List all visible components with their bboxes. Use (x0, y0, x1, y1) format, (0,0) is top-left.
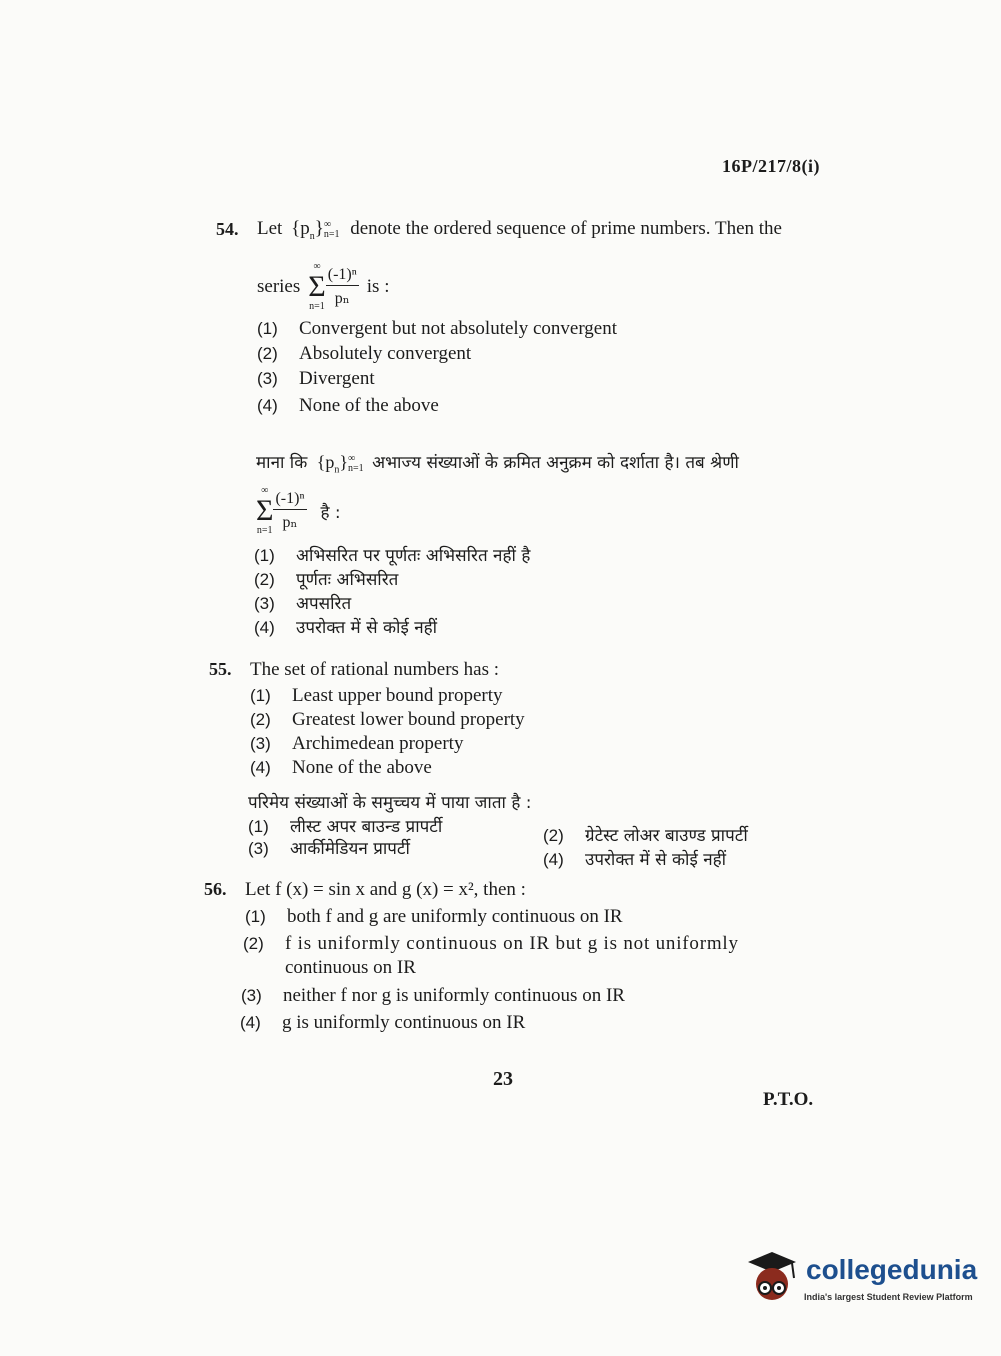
paper-code: 16P/217/8(i) (722, 156, 820, 176)
sigma-group (256, 486, 273, 536)
option-row (250, 709, 525, 731)
seq-open: {p (316, 452, 335, 472)
option-number: (4) (543, 850, 564, 869)
option-text: None of the above (292, 757, 432, 778)
option-number: (2) (257, 344, 278, 363)
question-55-stem: The set of rational numbers has : (250, 659, 500, 680)
is-colon: is : (366, 276, 390, 297)
hindi-series-expression (256, 486, 341, 536)
sigma-top: ∞ (313, 261, 321, 272)
option-number: (2) (243, 934, 264, 953)
option-number: (3) (241, 986, 262, 1005)
seq-sup: ∞ (347, 452, 356, 464)
pto-label: P.T.O. (763, 1089, 814, 1110)
option-text: both f and g are uniformly continuous on IR (287, 906, 623, 927)
option-number: (1) (254, 546, 275, 565)
hindi-option-row (254, 567, 398, 590)
option-number: (1) (248, 817, 269, 836)
brand-tagline: India's largest Student Review Platform (804, 1292, 973, 1302)
option-text: None of the above (299, 395, 439, 416)
option-number: (4) (250, 758, 271, 777)
sigma-top: ∞ (261, 485, 269, 496)
sigma-symbol: Σ (256, 494, 274, 527)
option-row (257, 343, 471, 365)
option-number: (4) (257, 396, 278, 415)
option-text: Archimedean property (292, 733, 464, 754)
fraction-numerator: (-1)ⁿ (326, 266, 359, 286)
option-row (243, 933, 739, 955)
seq-range: n=1 (323, 228, 340, 240)
option-text: Divergent (299, 368, 375, 389)
option-text: f is uniformly continuous on IR but g is not uniformly (285, 933, 739, 954)
option-row (257, 368, 375, 390)
option-row (240, 1012, 525, 1034)
option-number: (2) (543, 826, 564, 845)
option-text: Absolutely convergent (299, 343, 472, 364)
sequence-notation (291, 218, 344, 242)
option-number: (3) (250, 734, 271, 753)
hindi-is: है : (320, 502, 341, 523)
hindi-option-row (248, 814, 442, 837)
option-text: पूर्णतः अभिसरित (296, 570, 399, 590)
sigma-bottom: n=1 (256, 525, 273, 536)
seq-close: } (314, 218, 324, 239)
question-54-stem (257, 218, 782, 242)
mascot-icon (742, 1248, 800, 1308)
option-text: Least upper bound property (292, 685, 503, 706)
seq-open: {p (291, 218, 310, 239)
hindi-rest: अभाज्य संख्याओं के क्रमित अनुक्रम को दर्शाता है। तब श्रेणी (372, 453, 739, 473)
question-56-number: 56. (204, 879, 227, 899)
fraction-denominator: pₙ (334, 290, 350, 307)
option-text: g is uniformly continuous on IR (282, 1012, 526, 1033)
option-number: (4) (240, 1013, 261, 1032)
sequence-notation (316, 452, 368, 476)
option-number: (1) (257, 319, 278, 338)
fraction-denominator: pₙ (282, 514, 298, 531)
sigma-symbol: Σ (308, 270, 326, 303)
fraction-numerator: (-1)ⁿ (273, 490, 306, 510)
option-text: अपसरित (296, 594, 352, 614)
option-row (250, 685, 503, 707)
option-row (241, 985, 625, 1007)
stem-rest: denote the ordered sequence of prime numbers. Then the (350, 218, 782, 239)
series-fraction (326, 266, 359, 308)
series-fraction (273, 490, 306, 532)
option-text: आर्कीमेडियन प्रापर्टी (290, 839, 410, 859)
hindi-prefix: माना कि (256, 453, 308, 473)
hindi-option-row (543, 823, 748, 846)
hindi-option-row (254, 615, 437, 638)
option-text: उपरोक्त में से कोई नहीं (296, 618, 438, 638)
brand-name: collegedunia (806, 1254, 978, 1285)
option-number: (1) (250, 686, 271, 705)
option-text: neither f nor g is uniformly continuous on IR (283, 985, 625, 1006)
option-number: (3) (257, 369, 278, 388)
seq-sup: ∞ (323, 218, 331, 230)
option-number: (3) (248, 839, 269, 858)
question-54-number: 54. (216, 219, 239, 239)
seq-close: } (339, 452, 348, 472)
question-54-hindi-stem (256, 450, 739, 476)
option-row (257, 395, 439, 417)
option-row (245, 906, 623, 928)
hindi-option-row (254, 591, 351, 614)
sigma-group (308, 262, 325, 312)
option-text: लीस्ट अपर बाउन्ड प्रापर्टी (290, 817, 443, 837)
question-55-number: 55. (209, 659, 232, 679)
option-row (257, 318, 617, 340)
option-number: (2) (250, 710, 271, 729)
question-55-hindi-stem: परिमेय संख्याओं के समुच्चय में पाया जाता है : (248, 793, 532, 813)
seq-sub: n (309, 230, 315, 242)
series-expression (257, 262, 389, 312)
sigma-bottom: n=1 (309, 301, 325, 312)
option-text: Greatest lower bound property (292, 709, 525, 730)
option-row (250, 757, 432, 779)
stem-prefix: Let (257, 218, 283, 239)
collegedunia-watermark (742, 1248, 978, 1312)
option-text: Convergent but not absolutely convergent (299, 318, 618, 339)
option-number: (1) (245, 907, 266, 926)
seq-sub: n (334, 464, 340, 476)
hindi-option-row (543, 847, 726, 870)
option-number: (3) (254, 594, 275, 613)
hindi-option-row (248, 836, 410, 859)
series-word: series (257, 276, 301, 297)
option-number: (2) (254, 570, 275, 589)
question-56-stem: Let f (x) = sin x and g (x) = x², then : (245, 879, 526, 900)
option-continuation: continuous on IR (285, 957, 416, 978)
option-row (250, 733, 463, 755)
option-text: उपरोक्त में से कोई नहीं (585, 850, 727, 870)
page-number: 23 (493, 1068, 513, 1090)
option-text: अभिसरित पर पूर्णतः अभिसरित नहीं है (296, 546, 531, 566)
seq-range: n=1 (347, 462, 364, 474)
option-text: ग्रेटेस्ट लोअर बाउण्ड प्रापर्टी (585, 826, 748, 846)
hindi-option-row (254, 543, 530, 566)
option-number: (4) (254, 618, 275, 637)
